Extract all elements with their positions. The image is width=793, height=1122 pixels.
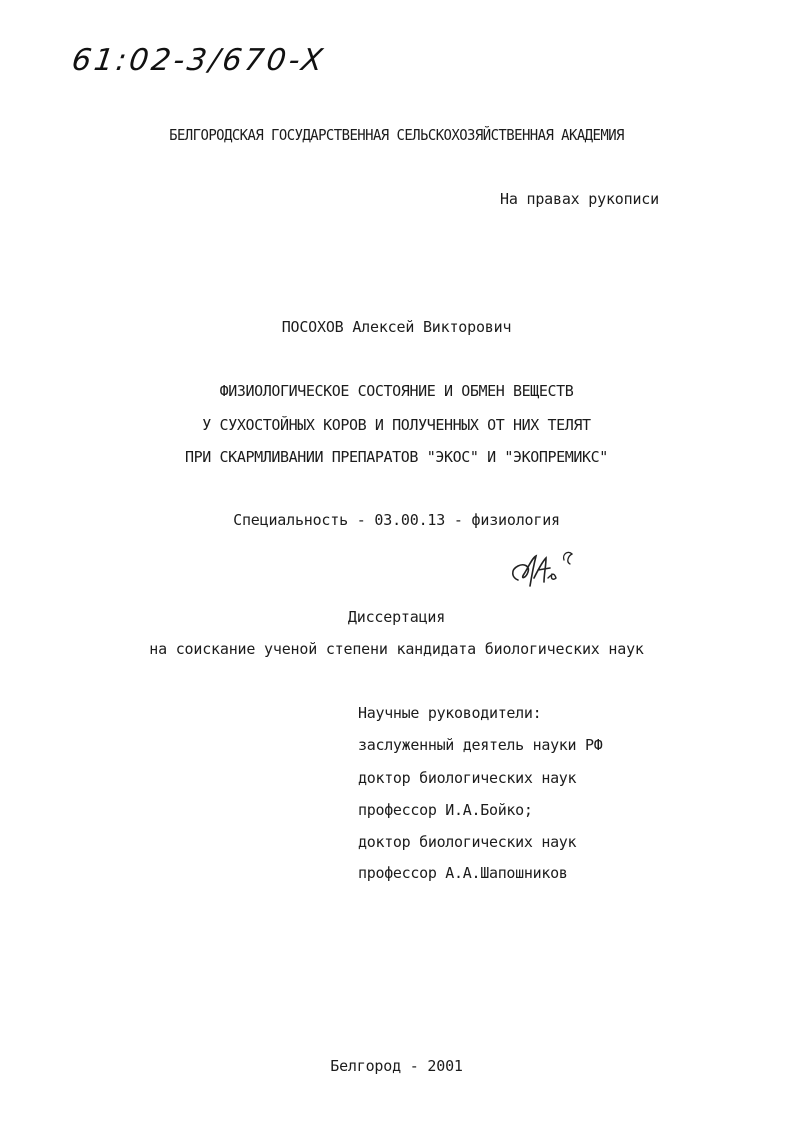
work-type: Диссертация: [347, 608, 446, 626]
author-name: ПОСОХОВ Алексей Викторович: [281, 318, 512, 336]
title-line-3: ПРИ СКАРМЛИВАНИИ ПРЕПАРАТОВ "ЭКОС" И "ЭКОПРЕМИКС": [185, 448, 608, 466]
supervisor-line: профессор И.А.Бойко;: [358, 801, 533, 819]
title-line-2: У СУХОСТОЙНЫХ КОРОВ И ПОЛУЧЕННЫХ ОТ НИХ ТЕЛЯТ: [202, 416, 591, 434]
supervisors-heading: Научные руководители:: [358, 704, 542, 722]
rights-note: На правах рукописи: [500, 190, 659, 208]
city-year: Белгород - 2001: [330, 1057, 463, 1075]
supervisor-line: доктор биологических наук: [358, 769, 577, 787]
degree-line: на соискание ученой степени кандидата биологических наук: [149, 640, 644, 658]
handwritten-signature: [508, 548, 588, 594]
institution-name: БЕЛГОРОДСКАЯ ГОСУДАРСТВЕННАЯ СЕЛЬСКОХОЗЯЙСТВЕННАЯ АКАДЕМИЯ: [169, 126, 624, 144]
handwritten-archive-number: 61:02-3/670-X: [69, 43, 328, 78]
supervisor-line: доктор биологических наук: [358, 833, 577, 851]
supervisor-line: профессор А.А.Шапошников: [358, 864, 568, 882]
specialty-line: Специальность - 03.00.13 - физиология: [233, 511, 560, 529]
title-line-1: ФИЗИОЛОГИЧЕСКОЕ СОСТОЯНИЕ И ОБМЕН ВЕЩЕСТВ: [219, 382, 574, 400]
supervisor-line: заслуженный деятель науки РФ: [358, 736, 603, 754]
